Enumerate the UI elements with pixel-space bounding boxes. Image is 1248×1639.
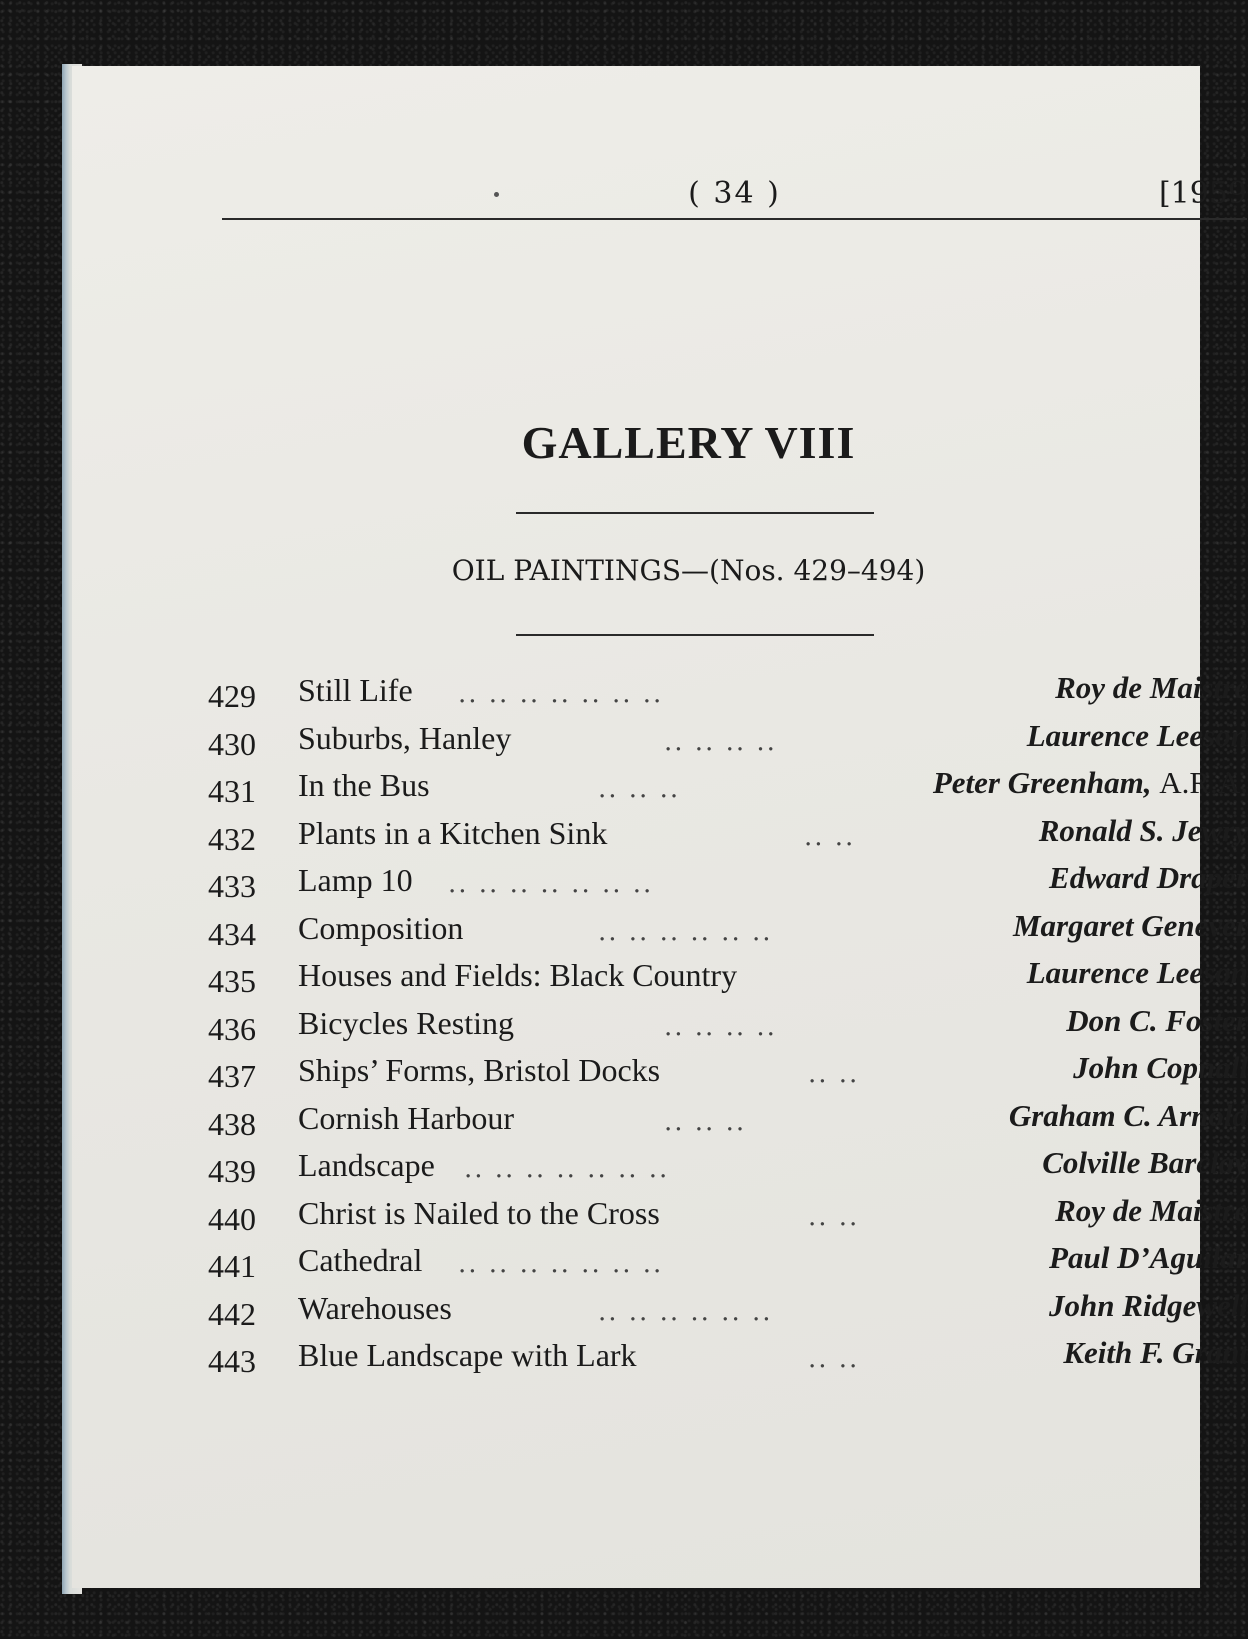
subtitle-rule [516, 634, 874, 636]
page-header [222, 174, 1247, 220]
artist-name: Margaret Genever [1012, 907, 1248, 943]
entry-artist [1042, 1143, 1248, 1183]
catalogue-entry [208, 1098, 1248, 1146]
catalogue-entry [208, 1335, 1248, 1383]
entry-artist [1027, 953, 1248, 993]
catalogue-entry [208, 1145, 1248, 1193]
entry-artist [1073, 1048, 1248, 1088]
entry-title: Cornish Harbour [298, 1099, 514, 1136]
entry-artist [1013, 906, 1248, 946]
artist-name: Ronald S. Jewry [1038, 812, 1248, 848]
entry-artist [1055, 1191, 1248, 1231]
artist-name: Laurence Leeson [1026, 955, 1248, 990]
entry-title: Landscape [298, 1147, 435, 1183]
artist-name: Don C. Foster [1066, 1002, 1248, 1038]
entry-number: 442 [208, 1295, 256, 1332]
entry-number: 440 [208, 1200, 256, 1237]
dot-leader: .. .. [808, 1059, 860, 1089]
artist-name: Graham C. Arnold [1008, 1097, 1248, 1133]
entry-title: Still Life [298, 672, 413, 708]
entry-artist [1049, 1286, 1248, 1326]
artist-name: Roy de Maistre [1055, 670, 1248, 705]
dot-leader: .. .. .. [598, 774, 681, 804]
entry-title: Cathedral [298, 1242, 423, 1278]
entry-title: Plants in a Kitchen Sink [298, 814, 608, 851]
title-rule [516, 512, 874, 514]
artist-name: Keith F. Grant [1063, 1335, 1248, 1370]
catalogue-entry [208, 813, 1248, 861]
year-label: [1959 [1158, 176, 1247, 211]
entry-number: 431 [208, 773, 256, 809]
entry-artist [1049, 1238, 1248, 1278]
artist-name: John Ridgewell [1049, 1287, 1248, 1323]
catalogue-entry [208, 860, 1248, 908]
section-subtitle: OIL PAINTINGS—(Nos. 429–494) [451, 554, 926, 587]
dot-leader: .. .. .. .. [664, 726, 777, 757]
catalogue-entry [208, 718, 1248, 766]
entry-number: 437 [208, 1058, 256, 1094]
entry-number: 430 [208, 725, 256, 762]
entry-artist [1049, 858, 1248, 898]
catalogue-entry [208, 1003, 1248, 1051]
artist-name: Edward Draper [1049, 860, 1248, 895]
artist-name: Roy de Maistre [1055, 1192, 1248, 1228]
entry-artist [1066, 1001, 1248, 1041]
dot-leader: .. .. .. .. .. .. .. [448, 869, 654, 899]
artist-name: John Copnall [1073, 1050, 1248, 1085]
gallery-title: GALLERY VIII [521, 417, 856, 468]
dot-leader: .. .. .. [664, 1106, 747, 1137]
artist-honor: A.R.A. [1159, 765, 1248, 800]
dot-leader: .. .. .. .. .. .. .. [458, 1249, 664, 1279]
dot-leader: .. .. [808, 1201, 860, 1232]
catalogue-entry [208, 1050, 1248, 1098]
dot-leader: .. .. .. .. .. .. [598, 916, 773, 947]
page-number: ( 34 ) [688, 176, 781, 211]
entry-title: Bicycles Resting [298, 1004, 514, 1041]
entry-artist [1063, 1333, 1248, 1373]
dot-leader: .. .. .. .. [664, 1011, 777, 1042]
catalogue-entry [208, 908, 1248, 956]
entry-number: 433 [208, 868, 256, 904]
catalogue-entry [208, 1193, 1248, 1241]
catalogue-entry [208, 1240, 1248, 1288]
entry-number: 432 [208, 820, 256, 857]
artist-name: Paul D’Aguilar [1049, 1240, 1248, 1275]
entry-number: 443 [208, 1343, 256, 1379]
catalogue-entry [208, 955, 1248, 1003]
entry-title: Warehouses [298, 1289, 452, 1326]
entry-number: 435 [208, 963, 256, 999]
catalogue-list [208, 670, 1248, 1383]
dot-leader: .. .. .. .. .. .. [598, 1296, 773, 1327]
entry-title: Lamp 10 [298, 862, 413, 898]
entry-title: Christ is Nailed to the Cross [298, 1194, 660, 1231]
entry-artist [1055, 668, 1248, 708]
catalogue-page [72, 66, 1248, 1588]
entry-title: Suburbs, Hanley [298, 719, 512, 756]
entry-artist [933, 763, 1248, 803]
catalogue-entry [208, 765, 1248, 813]
entry-title: Composition [298, 909, 464, 946]
entry-title: Houses and Fields: Black Country [298, 957, 738, 993]
artist-name: Laurence Leeson [1026, 717, 1248, 753]
dot-leader: .. .. .. .. .. .. .. [464, 1154, 670, 1184]
entry-title: In the Bus [298, 767, 430, 803]
artist-name: Colville Barclay [1042, 1145, 1248, 1180]
entry-title: Blue Landscape with Lark [298, 1337, 637, 1373]
entry-number: 434 [208, 915, 256, 952]
entry-artist [1009, 1096, 1248, 1136]
entry-title: Ships’ Forms, Bristol Docks [298, 1052, 661, 1088]
dot-leader: .. .. [808, 1344, 860, 1374]
entry-artist [1027, 716, 1248, 756]
entry-number: 429 [208, 678, 256, 714]
catalogue-entry [208, 1288, 1248, 1336]
entry-number: 438 [208, 1105, 256, 1142]
entry-number: 439 [208, 1153, 256, 1189]
dot-leader: .. .. .. .. .. .. .. [458, 679, 664, 709]
dot-leader: .. .. [804, 821, 856, 852]
catalogue-entry [208, 670, 1248, 718]
artist-name: Peter Greenham, [932, 765, 1152, 800]
entry-number: 436 [208, 1010, 256, 1047]
entry-artist [1039, 811, 1248, 851]
entry-number: 441 [208, 1248, 256, 1284]
